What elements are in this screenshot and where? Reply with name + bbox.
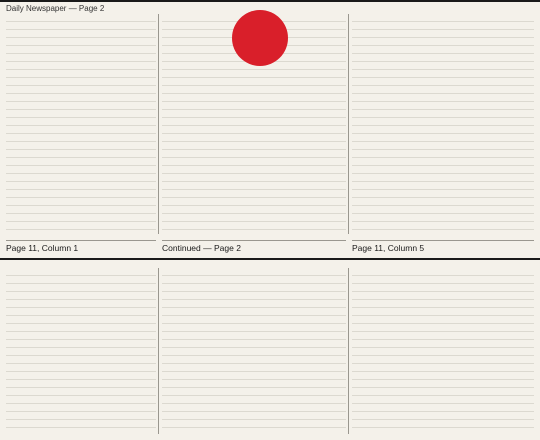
jump-line-continuation: Continued — Page 2 <box>162 240 346 253</box>
quota-movement-logo <box>232 10 288 66</box>
top-rule <box>0 0 540 2</box>
dateline: Daily Newspaper — Page 2 <box>6 4 105 13</box>
column-divider <box>348 14 349 234</box>
column-divider <box>158 14 159 234</box>
lower-column-right <box>352 268 534 434</box>
column-divider <box>348 268 349 434</box>
upper-column-right <box>352 14 534 234</box>
upper-column-left <box>6 14 156 234</box>
lower-column-middle <box>162 268 346 434</box>
section-rule <box>0 258 540 260</box>
lower-column-left <box>6 268 156 434</box>
jump-line-left: Page 11, Column 1 <box>6 240 156 253</box>
jump-line-right: Page 11, Column 5 <box>352 240 534 253</box>
column-divider <box>158 268 159 434</box>
